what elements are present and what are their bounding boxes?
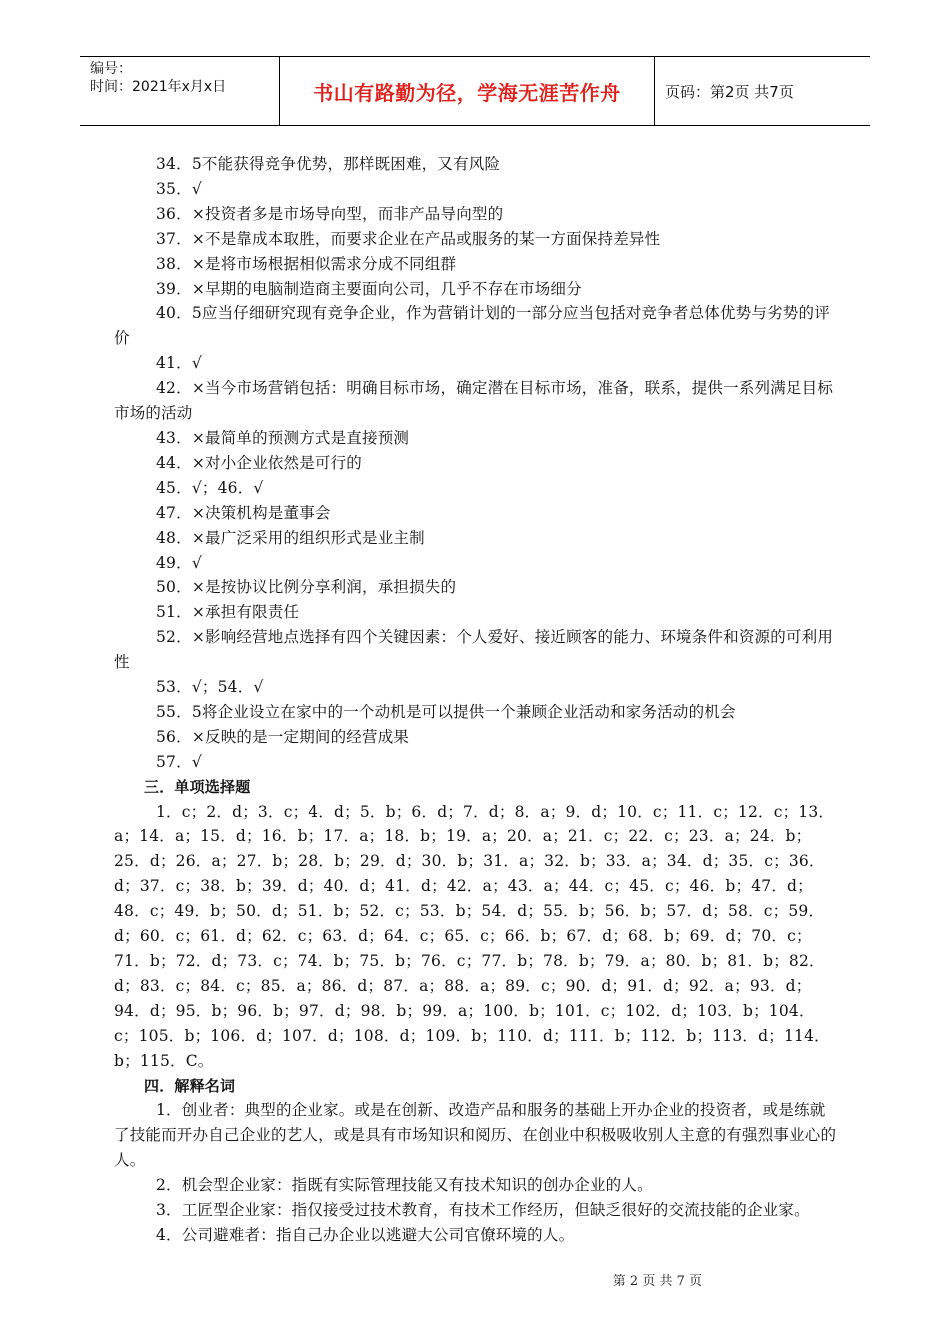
answer-line-48: 48．×最广泛采用的组织形式是业主制	[156, 528, 425, 547]
header-meta	[80, 57, 280, 125]
answer-line-44: 44．×对小企业依然是可行的	[156, 453, 363, 472]
answer-line-55: 55．5将企业设立在家中的一个动机是可以提供一个兼顾企业活动和家务活动的机会	[156, 702, 736, 721]
answer-line-36: 36．×投资者多是市场导向型，而非产品导向型的	[156, 204, 504, 223]
answer-line-50: 50．×是按协议比例分享利润，承担损失的	[156, 578, 457, 597]
answer-line-43: 43．×最简单的预测方式是直接预测	[156, 428, 410, 447]
answer-line-35: 35．√	[156, 179, 202, 198]
answer-line-38: 38．×是将市场根据相似需求分成不同组群	[156, 254, 457, 273]
header-motto: 书山有路勤为径，学海无涯苦作舟	[313, 80, 621, 105]
header-motto-cell	[280, 57, 655, 125]
section-heading-terms: 四．解释名词	[144, 1076, 236, 1095]
answer-line-40: 40．5应当仔细研究现有竞争企业，作为营销计划的一部分应当包括对竞争者总体优势与劣势的评价	[114, 304, 830, 348]
footer-page-number: 第 2 页 共 7 页	[612, 1274, 702, 1289]
term-definition-2: 2．机会型企业家：指既有实际管理技能又有技术知识的创办企业的人。	[156, 1176, 653, 1195]
answer-line-52: 52．×影响经营地点选择有四个关键因素：个人爱好、接近顾客的能力、环境条件和资源的可利用性	[114, 628, 834, 672]
page-footer	[0, 1270, 950, 1289]
document-body	[114, 152, 838, 1248]
answer-line-57: 57．√	[156, 752, 202, 771]
choice-answers: 1．c；2．d；3．c；4．d；5．b；6．d；7．d；8．a；9．d；10．c；11．c；12．c；13．a；14．a；15．d；16．b；17．a；18．b；19．a；20．a；21．c；22．c；23．a；24．b；25．d；26．a；27．b；28．b；29．d；30．b；31．a；32．b；33．a；34．d；35．c；36．d；37．c；38．b；39．d；40．d；41．d；42．a；43．a；44．c；45．c；46．b；47．d；48．c；49．b；50．d；51．b；52．c；53．b；54．d；55．b；56．b；57．d；58．c；59．d；60．c；61．d；62．c；63．d；64．c；65．c；66．b；67．d；68．b；69．d；70．c；71．b；72．d；73．c；74．b；75．b；76．c；77．b；78．b；79．a；80．b；81．b；82．d；83．c；84．c；85．a；86．d；87．a；88．a；89．c；90．d；91．d；92．a；93．d；94．d；95．b；96．b；97．d；98．b；99．a；100．b；101．c；102．d；103．b；104．c；105．b；106．d；107．d；108．d；109．b；110．d；111．b；112．b；113．d；114．b；115．C。	[114, 802, 835, 1070]
answer-line-47: 47．×决策机构是董事会	[156, 503, 331, 522]
answer-line-34: 34．5不能获得竞争优势，那样既困难，又有风险	[156, 155, 501, 173]
term-definition-4: 4．公司避难者：指自己办企业以逃避大公司官僚环境的人。	[156, 1225, 575, 1244]
term-definition-1: 1．创业者：典型的企业家。或是在创新、改造产品和服务的基础上开办企业的投资者，或是练就了技能而开办自己企业的艺人，或是具有市场知识和阅历、在创业中积极吸收别人主意的有强烈事业心的人。	[114, 1101, 837, 1170]
header-page-info: 页码：第2页 共7页	[665, 82, 794, 101]
answer-line-51: 51．×承担有限责任	[156, 603, 300, 622]
answer-line-45-46: 45．√；46．√	[156, 478, 264, 497]
answer-line-49: 49．√	[156, 553, 202, 572]
section-heading-choice: 三．单项选择题	[144, 777, 251, 796]
answer-line-41: 41．√	[156, 354, 202, 373]
answer-line-53-54: 53．√；54．√	[156, 678, 264, 697]
page-header	[80, 56, 870, 126]
term-definition-3: 3．工匠型企业家：指仅接受过技术教育，有技术工作经历，但缺乏很好的交流技能的企业家。	[156, 1201, 810, 1220]
answer-line-56: 56．×反映的是一定期间的经营成果	[156, 727, 410, 746]
number-label: 编号：	[90, 61, 132, 77]
answer-line-42: 42．×当今市场营销包括：明确目标市场，确定潜在目标市场，准备，联系，提供一系列满足目标市场的活动	[114, 379, 834, 423]
answer-line-39: 39．×早期的电脑制造商主要面向公司，几乎不存在市场细分	[156, 279, 582, 298]
answer-line-37: 37．×不是靠成本取胜，而要求企业在产品或服务的某一方面保持差异性	[156, 229, 661, 248]
time-label: 时间：2021年x月x日	[90, 79, 227, 95]
